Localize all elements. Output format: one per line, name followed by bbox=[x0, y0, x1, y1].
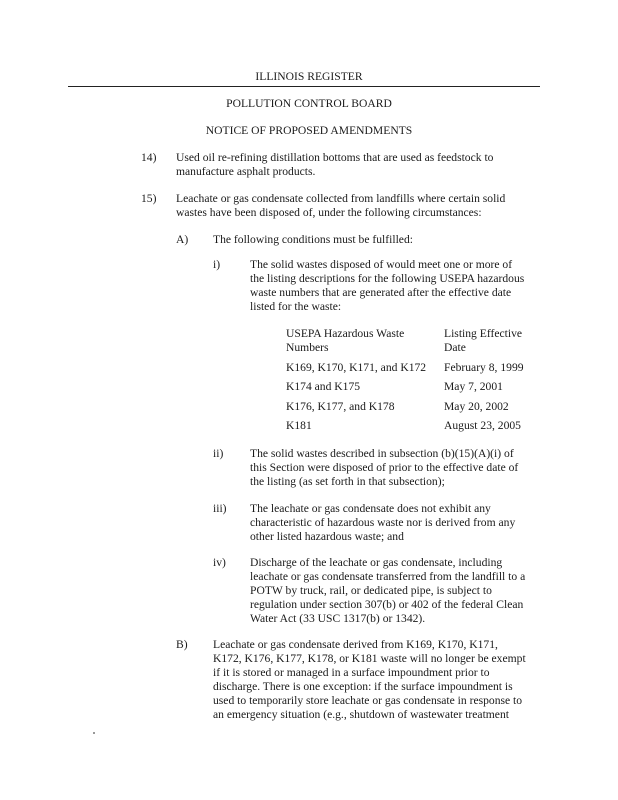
subitem-iv-line-5: Water Act (33 USC 1317(b) or 1342). bbox=[250, 612, 426, 625]
board-title: POLLUTION CONTROL BOARD bbox=[226, 97, 392, 110]
subitem-iv-line-3: POTW by truck, rail, or dedicated pipe, is subject to bbox=[250, 584, 492, 597]
subitem-i-line-1: The solid wastes disposed of would meet one or more of bbox=[250, 258, 513, 271]
table-header-waste-1: USEPA Hazardous Waste bbox=[286, 327, 405, 340]
table-row-waste: K174 and K175 bbox=[286, 380, 361, 393]
subsection-a-label: A) bbox=[176, 233, 189, 246]
subsection-b-label: B) bbox=[176, 638, 188, 651]
notice-title: NOTICE OF PROPOSED AMENDMENTS bbox=[205, 124, 413, 137]
item-15-number: 15) bbox=[141, 192, 157, 205]
subitem-i-line-3: waste numbers that are generated after the effective date bbox=[250, 286, 512, 299]
item-15-line-2: wastes have been disposed of, under the following circumstances: bbox=[176, 206, 482, 219]
subitem-iv-line-4: regulation under section 307(b) or 402 of the federal Clean bbox=[250, 598, 524, 611]
item-14-line-1: Used oil re-refining distillation bottoms that are used as feedstock to bbox=[176, 151, 494, 164]
subitem-iv-label: iv) bbox=[213, 556, 226, 569]
table-row-waste: K176, K177, and K178 bbox=[286, 400, 395, 413]
subitem-iv-line-2: leachate or gas condensate transferred from the landfill to a bbox=[250, 570, 526, 583]
table-row-waste: K169, K170, K171, and K172 bbox=[286, 361, 427, 374]
subsection-b-line-1: Leachate or gas condensate derived from K169, K170, K171, bbox=[213, 638, 498, 651]
table-header-waste-2: Numbers bbox=[286, 341, 329, 354]
table-row-waste: K181 bbox=[286, 419, 312, 432]
subsection-b-line-4: discharge. There is one exception: if the surface impoundment is bbox=[213, 680, 513, 693]
subitem-ii-label: ii) bbox=[213, 447, 224, 460]
register-title: ILLINOIS REGISTER bbox=[255, 70, 363, 83]
subitem-iii-label: iii) bbox=[213, 502, 227, 515]
subitem-iii-line-1: The leachate or gas condensate does not exhibit any bbox=[250, 502, 491, 515]
subitem-iv-line-1: Discharge of the leachate or gas condensate, including bbox=[250, 556, 503, 569]
table-row-date: May 20, 2002 bbox=[444, 400, 509, 413]
item-14-number: 14) bbox=[141, 151, 157, 164]
subitem-iii-line-3: other listed hazardous waste; and bbox=[250, 530, 404, 543]
item-14-line-2: manufacture asphalt products. bbox=[176, 165, 316, 178]
subitem-i-line-2: the listing descriptions for the following USEPA hazardous bbox=[250, 272, 525, 285]
table-row-date: May 7, 2001 bbox=[444, 380, 503, 393]
subsection-b-line-6: an emergency situation (e.g., shutdown of wastewater treatment bbox=[213, 708, 509, 721]
subsection-b-line-5: used to temporarily store leachate or gas condensate in response to bbox=[213, 694, 523, 707]
subitem-i-label: i) bbox=[213, 258, 221, 271]
item-15-line-1: Leachate or gas condensate collected from landfills where certain solid bbox=[176, 192, 506, 205]
subitem-ii-line-3: the listing (as set forth in that subsection); bbox=[250, 475, 445, 488]
scan-speck bbox=[93, 732, 95, 734]
subitem-ii-line-1: The solid wastes described in subsection (b)(15)(A)(i) of bbox=[250, 447, 514, 460]
subitem-iii-line-2: characteristic of hazardous waste nor is derived from any bbox=[250, 516, 516, 529]
table-header-date-2: Date bbox=[444, 341, 466, 354]
table-row-date: August 23, 2005 bbox=[444, 419, 521, 432]
table-header-date-1: Listing Effective bbox=[444, 327, 523, 340]
header-rule bbox=[68, 86, 540, 87]
subsection-b-line-2: K172, K176, K177, K178, or K181 waste will no longer be exempt bbox=[213, 652, 526, 665]
subitem-i-line-4: listed for the waste: bbox=[250, 300, 342, 313]
table-row-date: February 8, 1999 bbox=[444, 361, 524, 374]
subitem-ii-line-2: this Section were disposed of prior to the effective date of bbox=[250, 461, 519, 474]
subsection-b-line-3: if it is stored or managed in a surface impoundment prior to bbox=[213, 666, 490, 679]
subsection-a-text: The following conditions must be fulfilled: bbox=[213, 233, 413, 246]
